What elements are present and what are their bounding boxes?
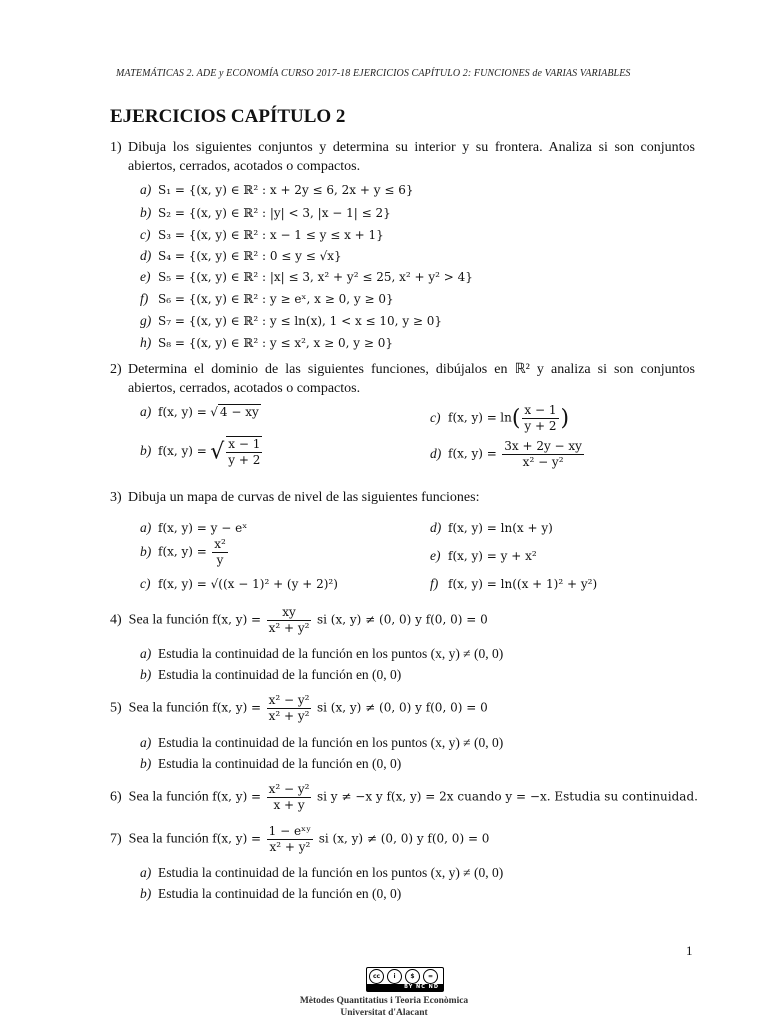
by-attribution-icon: i xyxy=(387,969,402,984)
ex3-number: 3) xyxy=(110,490,122,505)
ex1-item-c: c) S₃ = {(x, y) ∈ ℝ² : x − 1 ≤ y ≤ x + 1} xyxy=(140,227,384,242)
ex3-item-e: e) f(x, y) = y + x² xyxy=(430,548,537,563)
noncommercial-icon: $ xyxy=(405,969,420,984)
ex3-item-c: c) f(x, y) = √((x − 1)² + (y + 2)²) xyxy=(140,576,338,591)
ex3-item-f: f) f(x, y) = ln((x + 1)² + y²) xyxy=(430,576,598,591)
ex4-item-a: a) Estudia la continuidad de la función en los puntos (x, y) ≠ (0, 0) xyxy=(140,646,504,661)
ex7-statement: 7) Sea la función f(x, y) = $\frac{\text{1 − eˣʸ}}{\text{x² + y²}}$ si (x, y) ≠ (0, 0) y f(0, 0) = 0 xyxy=(110,824,490,854)
ex4-statement: 4) Sea la función f(x, y) = $\frac{xy}{\text{x² + y²}}$ si (x, y) ≠ (0, 0) y f(0, 0) = 0 xyxy=(110,605,488,635)
page-number: 1 xyxy=(686,943,693,958)
ex1-item-e: e) S₅ = {(x, y) ∈ ℝ² : |x| ≤ 3, x² + y² ≤ 25, x² + y² > 4} xyxy=(140,269,473,284)
ex5-statement: 5) Sea la función f(x, y) = $\frac{\text{x² − y²}}{\text{x² + y²}}$ si (x, y) ≠ (0, 0) y f(0, 0) = 0 xyxy=(110,693,488,723)
ex7-item-a: a) Estudia la continuidad de la función en los puntos (x, y) ≠ (0, 0) xyxy=(140,865,504,880)
ex1-item-h: h) S₈ = {(x, y) ∈ ℝ² : y ≤ x², x ≥ 0, y ≥ 0} xyxy=(140,335,393,350)
ex1-item-f: f) S₆ = {(x, y) ∈ ℝ² : y ≥ eˣ, x ≥ 0, y ≥ 0} xyxy=(140,291,394,306)
ex2-item-d: d) f(x, y) = $\frac{3x + 2y - xy}{\text{x² − y²}}$ xyxy=(430,439,582,469)
ex6-statement: 6) Sea la función f(x, y) = $\frac{\text{x² − y²}}{x + y}$ si y ≠ −x y f(x, y) = 2x cuando y = −x. Estudia su continuidad. xyxy=(110,782,698,812)
footer-department: Mètodes Quantitatius i Teoria Econòmica xyxy=(299,996,469,1006)
ex1-item-g: g) S₇ = {(x, y) ∈ ℝ² : y ≤ ln(x), 1 < x ≤ 10, y ≥ 0} xyxy=(140,313,443,328)
ex3-statement: Dibuja un mapa de curvas de nivel de las siguientes funciones: xyxy=(128,490,480,505)
footer-university: Universitat d'Alacant xyxy=(340,1008,428,1018)
cc-license-badge xyxy=(366,967,444,992)
ex5-item-b: b) Estudia la continuidad de la función en (0, 0) xyxy=(140,756,402,771)
ex3-item-d: d) f(x, y) = ln(x + y) xyxy=(430,520,553,535)
ex5-item-a: a) Estudia la continuidad de la función en los puntos (x, y) ≠ (0, 0) xyxy=(140,735,504,750)
ex4-item-b: b) Estudia la continuidad de la función en (0, 0) xyxy=(140,667,402,682)
ex2-number: 2) xyxy=(110,362,122,377)
cc-icon: cc xyxy=(369,969,384,984)
noderivatives-icon: = xyxy=(423,969,438,984)
ex2-item-b: b) f(x, y) = √ $\frac{x - 1}{y + 2}$ xyxy=(140,437,261,467)
ex3-item-a: a) f(x, y) = y − eˣ xyxy=(140,520,248,535)
ex2-item-c: c) f(x, y) = ln( $\frac{x - 1}{y + 2}$ ) xyxy=(430,403,570,433)
ex1-number: 1) xyxy=(110,140,122,155)
ex2-item-a: a) f(x, y) = √ 4 − xy xyxy=(140,404,259,419)
ex1-statement: Dibuja los siguientes conjuntos y determina su interior y su frontera. Analiza si son conjuntos abiertos, cerrados, acotados o compactos. xyxy=(128,140,695,174)
ex3-item-b: b) f(x, y) = $\frac{\text{x²}}{y}$ xyxy=(140,537,226,567)
cc-license-label: BY NC ND xyxy=(367,984,443,991)
ex1-item-b: b) S₂ = {(x, y) ∈ ℝ² : |y| < 3, |x − 1| ≤ 2} xyxy=(140,205,391,220)
ex1-item-d: d) S₄ = {(x, y) ∈ ℝ² : 0 ≤ y ≤ √x} xyxy=(140,248,342,263)
page-title: EJERCICIOS CAPÍTULO 2 xyxy=(110,106,346,127)
ex1-item-a: a) S₁ = {(x, y) ∈ ℝ² : x + 2y ≤ 6, 2x + y ≤ 6} xyxy=(140,182,414,197)
ex7-item-b: b) Estudia la continuidad de la función en (0, 0) xyxy=(140,886,402,901)
running-header: MATEMÁTICAS 2. ADE y ECONOMÍA CURSO 2017-18 EJERCICIOS CAPÍTULO 2: FUNCIONES de VARIAS VARIABLES xyxy=(116,68,631,79)
ex2-statement: Determina el dominio de las siguientes funciones, dibújalos en ℝ² y analiza si son conjuntos abiertos, cerrados, acotados o compactos. xyxy=(128,362,695,396)
